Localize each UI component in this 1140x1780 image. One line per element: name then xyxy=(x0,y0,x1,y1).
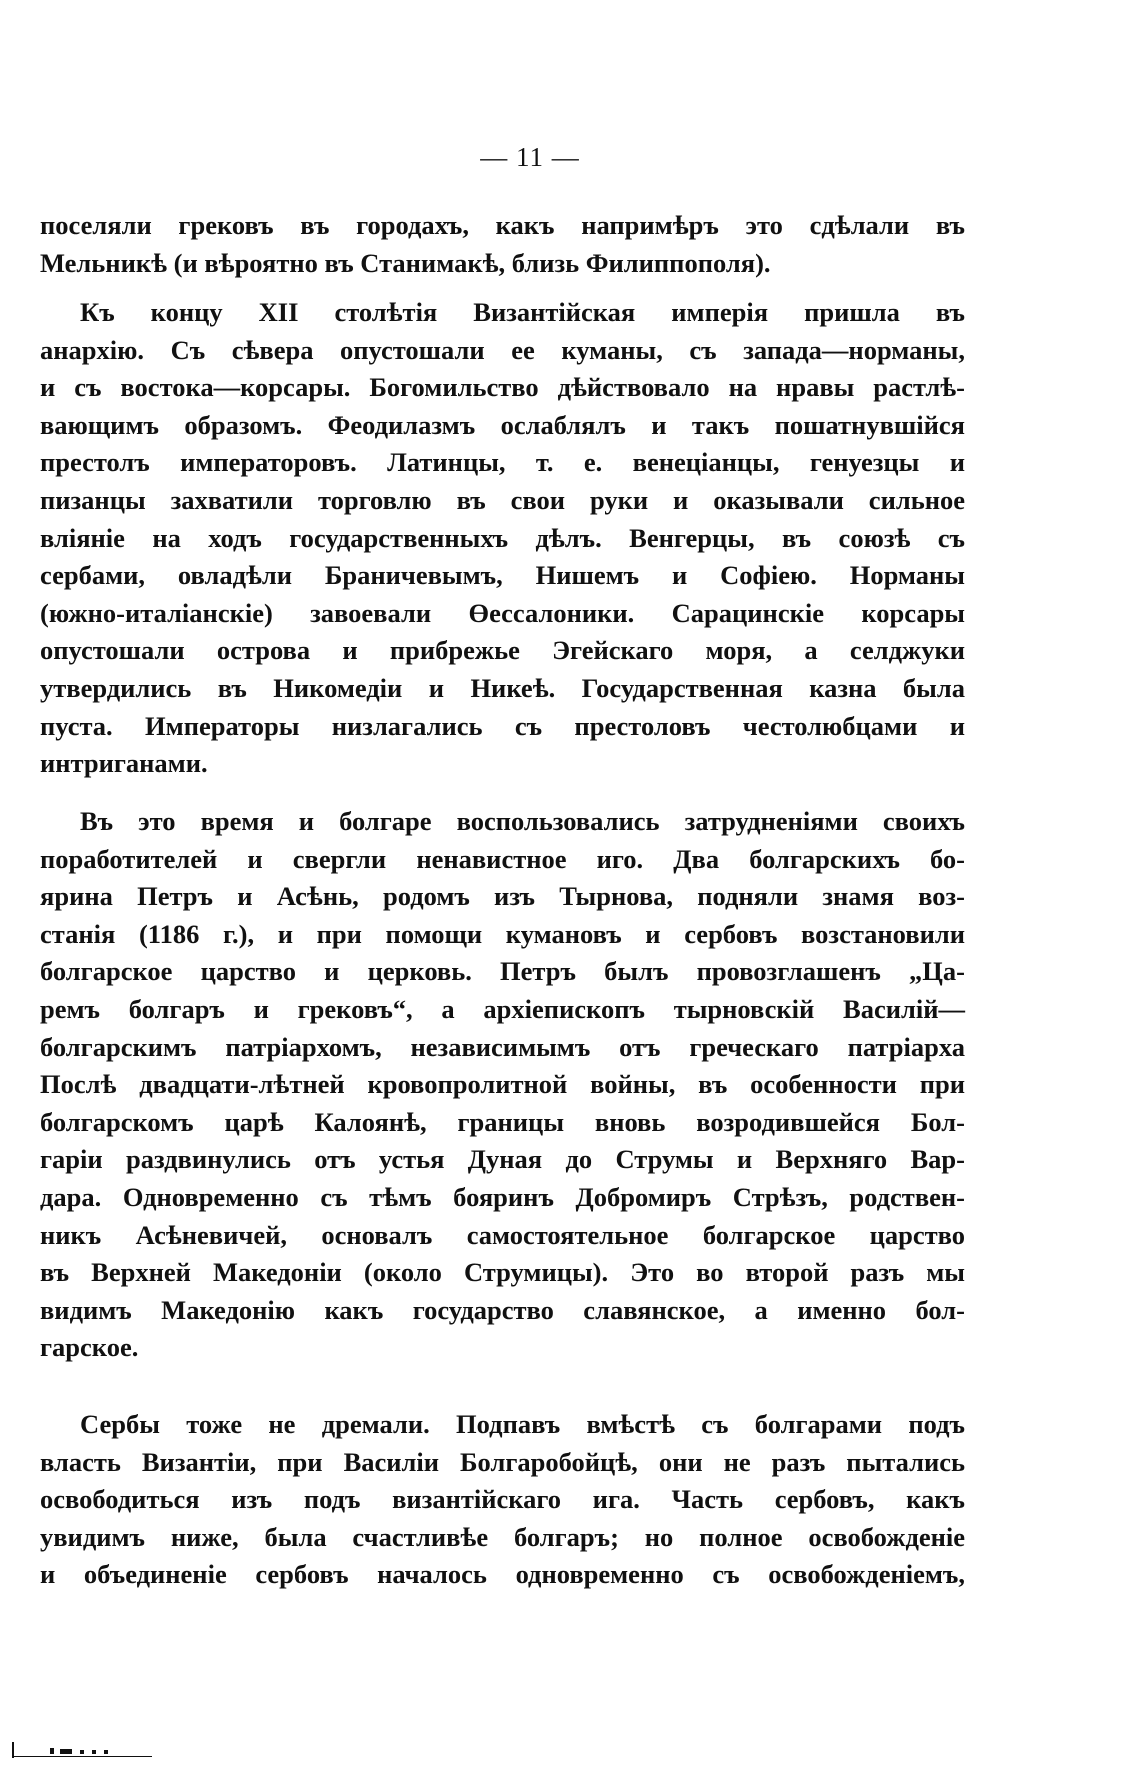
text-line: болгарскомъ царѣ Калоянѣ, границы вновь возродившейся Бол- xyxy=(40,1106,965,1137)
text-line: болгарскимъ патріархомъ, независимымъ отъ греческаго патріарха xyxy=(40,1031,965,1062)
text-line: престолъ императоровъ. Латинцы, т. е. венеціанцы, генуезцы и xyxy=(40,447,965,478)
text-line: никъ Асѣневичей, основалъ самостоятельное болгарское царство xyxy=(40,1219,965,1250)
text-line: болгарское царство и церковь. Петръ былъ провозглашенъ „Ца- xyxy=(40,956,965,987)
text-line: освободиться изъ подъ византійскаго ига. Часть сербовъ, какъ xyxy=(40,1484,965,1515)
text-line: видимъ Македонію какъ государство славянское, а именно бол- xyxy=(40,1294,965,1325)
text-line: Сербы тоже не дремали. Подпавъ вмѣстѣ съ болгарами подъ xyxy=(80,1409,965,1439)
text-line: Въ это время и болгаре воспользовались затрудненіями своихъ xyxy=(80,806,965,836)
text-line: ремъ болгаръ и грековъ“, а архіепископъ тырновскій Василій— xyxy=(40,993,965,1024)
text-line: поработителей и свергли ненавистное иго. Два болгарскихъ бо- xyxy=(40,843,965,874)
scan-artifact-mark xyxy=(0,1740,160,1760)
text-line: утвердились въ Никомедіи и Никеѣ. Государственная казна была xyxy=(40,672,965,703)
text-line: вающимъ образомъ. Феодилазмъ ослаблялъ и такъ пошатнувшійся xyxy=(40,409,965,440)
text-line: станія (1186 г.), и при помощи кумановъ и сербовъ возстановили xyxy=(40,918,965,949)
text-line: гарское. xyxy=(40,1332,139,1363)
text-line: ярина Петръ и Асѣнь, родомъ изъ Тырнова, подняли знамя воз- xyxy=(40,881,965,912)
text-line: и объединеніе сербовъ началось одновременно съ освобожденіемъ, xyxy=(40,1559,965,1590)
text-line: (южно-италіанскіе) завоевали Өессалоники. Сарацинскіе корсары xyxy=(40,597,965,628)
paragraph-1 xyxy=(40,207,965,282)
text-line: интриганами. xyxy=(40,748,208,779)
text-line: и съ востока—корсары. Богомильство дѣйствовало на нравы растлѣ- xyxy=(40,372,965,403)
text-line: пуста. Императоры низлагались съ престоловъ честолюбцами и xyxy=(40,710,965,741)
text-line: опустошали острова и прибрежье Эгейскаго моря, а селджуки xyxy=(40,635,965,666)
text-line: Мельникѣ (и вѣроятно въ Станимакѣ, близь Филиппополя). xyxy=(40,247,771,278)
paragraph-4 xyxy=(40,1406,965,1594)
text-line: Къ концу XII столѣтія Византійская имперія пришла въ xyxy=(80,297,965,327)
paragraph-3 xyxy=(40,803,965,1367)
text-line: дара. Одновременно съ тѣмъ бояринъ Добромиръ Стрѣзъ, родствен- xyxy=(40,1181,965,1212)
text-line: сербами, овладѣли Браничевымъ, Нишемъ и Софіею. Норманы xyxy=(40,560,965,591)
text-line: увидимъ ниже, была счастливѣе болгаръ; но полное освобожденіе xyxy=(40,1521,965,1552)
text-line: власть Византіи, при Василіи Болгаробойцѣ, они не разъ пытались xyxy=(40,1446,965,1477)
text-line: Послѣ двадцати-лѣтней кровопролитной войны, въ особенности при xyxy=(40,1069,965,1100)
text-line: анархію. Съ сѣвера опустошали ее куманы, съ запада—норманы, xyxy=(40,334,965,365)
text-line: въ Верхней Македоніи (около Струмицы). Это во второй разъ мы xyxy=(40,1257,965,1288)
text-line: пизанцы захватили торговлю въ свои руки и оказывали сильное xyxy=(40,484,965,515)
text-line: гаріи раздвинулись отъ устья Дуная до Струмы и Верхняго Вар- xyxy=(40,1144,965,1175)
page-number: — 11 — xyxy=(480,142,580,172)
paragraph-2 xyxy=(40,294,965,783)
text-line: вліяніе на ходъ государственныхъ дѣлъ. Венгерцы, въ союзѣ съ xyxy=(40,522,965,553)
text-line: поселяли грековъ въ городахъ, какъ напримѣръ это сдѣлали въ xyxy=(40,210,965,240)
